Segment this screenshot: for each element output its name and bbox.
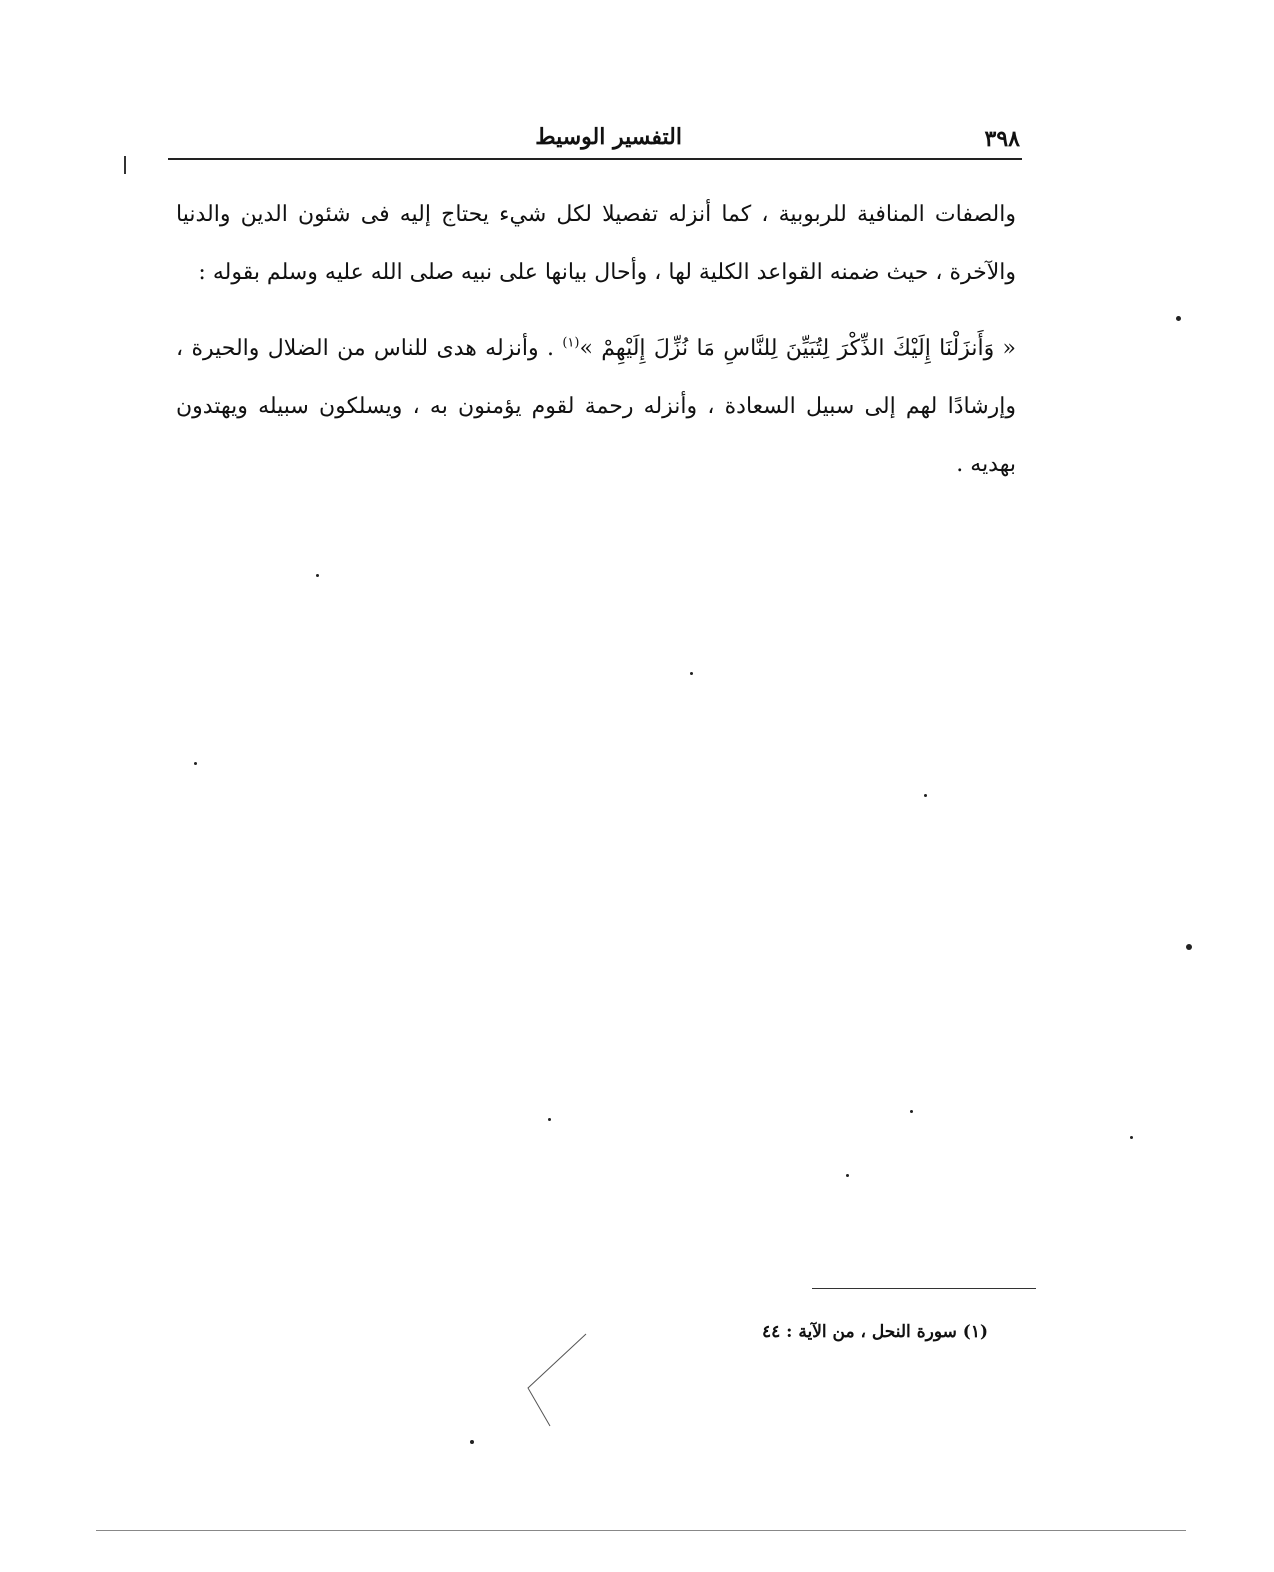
body-text [176, 186, 1016, 494]
footnote: (١) سورة النحل ، من الآية : ٤٤ [761, 1322, 988, 1342]
scan-speck [1186, 944, 1192, 950]
scan-speck [910, 1110, 913, 1113]
scan-edge-line [96, 1530, 1186, 1531]
scan-speck [470, 1440, 474, 1444]
footnote-reference: (١) [562, 335, 580, 351]
scan-speck [1176, 316, 1181, 321]
scan-speck [194, 762, 197, 765]
pen-stroke-mark [520, 1330, 600, 1430]
paragraph-2 [176, 320, 1016, 494]
scan-speck [924, 794, 927, 797]
running-title: التفسير الوسيط [535, 124, 682, 150]
paragraph-2-text: . وأنزله هدى للناس من الضلال والحيرة ، وإرشادًا لهم إلى سبيل السعادة ، وأنزله رحمة لقوم يؤمنون به ، ويسلكون سبيله ويهتدون بهديه . [176, 336, 1016, 477]
scan-speck [548, 1118, 551, 1121]
scan-speck [1130, 1136, 1133, 1139]
scan-speck [316, 574, 319, 577]
scan-speck [846, 1174, 849, 1177]
page-number: ٣٩٨ [984, 126, 1020, 152]
header-rule [168, 158, 1022, 160]
scan-speck [690, 672, 693, 675]
footnote-rule [812, 1288, 1036, 1289]
margin-mark [124, 156, 126, 174]
page-header [168, 122, 1020, 162]
quran-quote: « وَأَنزَلْنَا إِلَيْكَ الذِّكْرَ لِتُبَيِّنَ لِلنَّاسِ مَا نُزِّلَ إِلَيْهِمْ » [579, 336, 1016, 361]
paragraph-1: والصفات المنافية للربوبية ، كما أنزله تفصيلا لكل شيء يحتاج إليه فى شئون الدين والدنيا والآخرة ، حيث ضمنه القواعد الكلية لها ، وأحال بيانها على نبيه صلى الله عليه وسلم بقوله : [176, 202, 1016, 285]
